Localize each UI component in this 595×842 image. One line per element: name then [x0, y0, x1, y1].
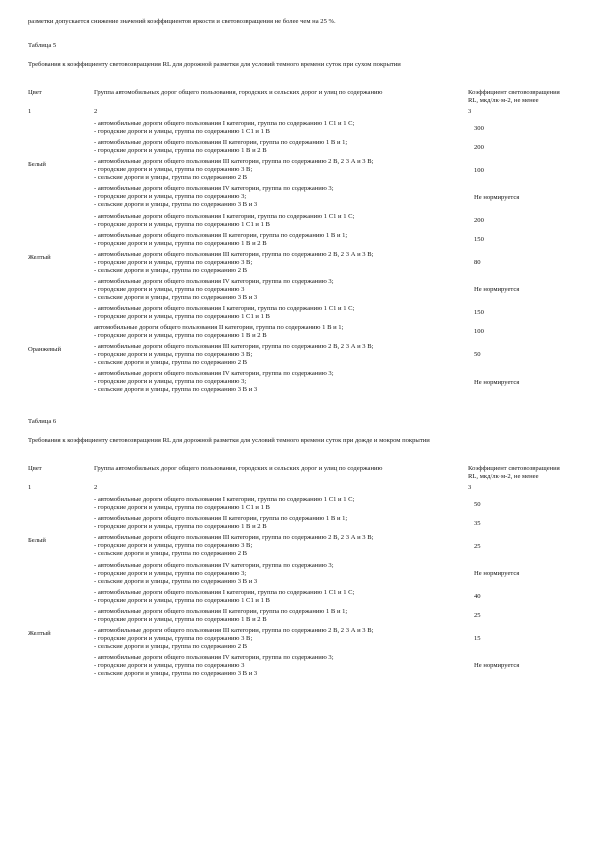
road-group-line: - автомобильные дороги общего пользования I категории, группа по содержанию 1 С1 и 1 С; — [94, 304, 355, 312]
road-group-line: - городские дороги и улицы, группа по содержанию 3; — [94, 378, 247, 386]
table-row — [28, 653, 568, 680]
coefficient-value: Не нормируется — [474, 286, 520, 294]
road-group-cell — [94, 495, 468, 514]
marking-color: Оранжевый — [28, 345, 61, 353]
coefficient-value: 200 — [474, 143, 484, 151]
column-number: 2 — [94, 108, 98, 116]
table-heading: Требования к коэффициенту световозвращения RL для дорожной разметки для условий темного времени суток при дожде и мокром покрытии — [28, 437, 430, 445]
table-row — [28, 561, 568, 588]
table-block — [28, 42, 568, 418]
column-number: 3 — [468, 484, 472, 492]
coefficient-value: 100 — [474, 328, 484, 336]
road-group-line: - городские дороги и улицы, группа по содержанию 3; — [94, 569, 247, 577]
coefficient-value: 40 — [474, 593, 481, 601]
retroreflection-table — [28, 89, 568, 396]
table-row — [28, 369, 568, 396]
road-group-cell — [94, 119, 468, 138]
road-group-line: - автомобильные дороги общего пользования I категории, группа по содержанию 1 С1 и 1 С; — [94, 120, 355, 128]
road-group-line: - городские дороги и улицы, группа по содержанию 1 В и 2 В — [94, 331, 267, 339]
table-row — [28, 119, 568, 138]
road-group-line: автомобильные дороги общего пользования II категории, группа по содержанию 1 В и 1; — [94, 323, 344, 331]
road-group-cell — [94, 561, 468, 588]
road-group-line: - автомобильные дороги общего пользования IV категории, группа по содержанию 3; — [94, 185, 334, 193]
road-group-line: - автомобильные дороги общего пользования IV категории, группа по содержанию 3; — [94, 561, 334, 569]
intro-text: разметки допускается снижение значений коэффициентов яркости и световозвращения не более чем на 25 %. — [28, 18, 336, 25]
road-group-cell — [94, 277, 468, 304]
road-group-line: - сельские дороги и улицы, группа по содержанию 3 В и 3 — [94, 669, 258, 677]
marking-color: Белый — [28, 161, 46, 169]
road-group-line: - городские дороги и улицы, группа по содержанию 1 С1 и 1 В — [94, 220, 270, 228]
road-group-line: - автомобильные дороги общего пользования III категории, группа по содержанию 2 В, 2 3 А и 3 В; — [94, 250, 374, 258]
road-group-cell — [94, 157, 468, 184]
road-group-line: - городские дороги и улицы, группа по содержанию 1 С1 и 1 В — [94, 312, 270, 320]
road-group-line: - автомобильные дороги общего пользования III категории, группа по содержанию 2 В, 2 3 А и 3 В; — [94, 158, 374, 166]
road-group-line: - сельские дороги и улицы, группа по содержанию 3 В и 3 — [94, 293, 258, 301]
table-row — [28, 212, 568, 231]
table-row — [28, 588, 568, 607]
coefficient-value: 15 — [474, 635, 481, 643]
road-group-line: - автомобильные дороги общего пользования I категории, группа по содержанию 1 С1 и 1 С; — [94, 588, 355, 596]
road-group-cell — [94, 304, 468, 323]
coefficient-value: 150 — [474, 309, 484, 317]
header-row — [28, 89, 568, 108]
column-header: Группа автомобильных дорог общего пользования, городских и сельских дорог и улиц по содержанию — [94, 465, 383, 473]
road-group-line: - городские дороги и улицы, группа по содержанию 1 С1 и 1 В — [94, 128, 270, 136]
column-header: Цвет — [28, 89, 42, 97]
road-group-line: - автомобильные дороги общего пользования III категории, группа по содержанию 2 В, 2 3 А и 3 В; — [94, 534, 374, 542]
coefficient-value: 50 — [474, 351, 481, 359]
table-row — [28, 231, 568, 250]
road-group-line: - городские дороги и улицы, группа по содержанию 1 С1 и 1 В — [94, 596, 270, 604]
column-header: Коэффициент световозвращения RL, мкд/лк·м-2, не менее — [468, 89, 560, 105]
road-group-line: - городские дороги и улицы, группа по содержанию 1 В и 2 В — [94, 615, 267, 623]
coefficient-value: 200 — [474, 217, 484, 225]
coefficient-value: 50 — [474, 500, 481, 508]
road-group-cell — [94, 588, 468, 607]
road-group-cell — [94, 369, 468, 396]
coefficient-value: Не нормируется — [474, 662, 520, 670]
column-number: 1 — [28, 484, 32, 492]
road-group-line: - автомобильные дороги общего пользования I категории, группа по содержанию 1 С1 и 1 С; — [94, 212, 355, 220]
road-group-line: - автомобильные дороги общего пользования II категории, группа по содержанию 1 В и 1; — [94, 607, 348, 615]
road-group-cell — [94, 607, 468, 626]
road-group-cell — [94, 184, 468, 211]
coefficient-value: 300 — [474, 124, 484, 132]
retroreflection-table — [28, 465, 568, 680]
column-number: 1 — [28, 108, 32, 116]
road-group-line: - городские дороги и улицы, группа по содержанию 3 В; — [94, 542, 253, 550]
table-row — [28, 157, 568, 184]
coefficient-value: Не нормируется — [474, 378, 520, 386]
road-group-line: - городские дороги и улицы, группа по содержанию 1 В и 2 В — [94, 147, 267, 155]
road-group-line: - сельские дороги и улицы, группа по содержанию 2 В — [94, 359, 248, 366]
road-group-line: - сельские дороги и улицы, группа по содержанию 3 В и 3 — [94, 577, 258, 585]
road-group-cell — [94, 342, 468, 369]
table-heading: Требования к коэффициенту световозвращения RL для дорожной разметки для условий темного времени суток при сухом покрытии — [28, 61, 401, 69]
road-group-cell — [94, 514, 468, 533]
road-group-line: - городские дороги и улицы, группа по содержанию 1 С1 и 1 В — [94, 504, 270, 512]
table-row — [28, 342, 568, 369]
table-row — [28, 304, 568, 323]
table-row — [28, 277, 568, 304]
road-group-line: - автомобильные дороги общего пользования II категории, группа по содержанию 1 В и 1; — [94, 515, 348, 523]
road-group-cell — [94, 231, 468, 250]
tables-container — [28, 42, 568, 680]
coefficient-value: 25 — [474, 542, 481, 550]
table-caption: Таблица 5 — [28, 42, 57, 50]
road-group-line: - городские дороги и улицы, группа по содержанию 3; — [94, 193, 247, 201]
road-group-line: - автомобильные дороги общего пользования II категории, группа по содержанию 1 В и 1; — [94, 139, 348, 147]
table-row — [28, 323, 568, 342]
table-row — [28, 495, 568, 514]
marking-color: Белый — [28, 537, 46, 545]
column-header: Цвет — [28, 465, 42, 473]
coefficient-value: 80 — [474, 259, 481, 267]
table-row — [28, 184, 568, 211]
marking-color: Желтый — [28, 253, 51, 261]
marking-color: Желтый — [28, 629, 51, 637]
road-group-line: - автомобильные дороги общего пользования IV категории, группа по содержанию 3; — [94, 653, 334, 661]
road-group-line: - сельские дороги и улицы, группа по содержанию 2 В — [94, 266, 248, 274]
coefficient-value: Не нормируется — [474, 570, 520, 578]
road-group-line: - городские дороги и улицы, группа по содержанию 1 В и 2 В — [94, 239, 267, 247]
table-caption: Таблица 6 — [28, 418, 57, 426]
road-group-line: - автомобильные дороги общего пользования II категории, группа по содержанию 1 В и 1; — [94, 231, 348, 239]
road-group-line: - сельские дороги и улицы, группа по содержанию 2 В — [94, 642, 248, 650]
table-row — [28, 138, 568, 157]
coefficient-value: 150 — [474, 236, 484, 244]
road-group-cell — [94, 653, 468, 680]
table-row — [28, 514, 568, 533]
road-group-cell — [94, 138, 468, 157]
road-group-line: - городские дороги и улицы, группа по содержанию 3 В; — [94, 350, 253, 358]
road-group-line: - сельские дороги и улицы, группа по содержанию 3 В и 3 — [94, 201, 258, 209]
road-group-line: - автомобильные дороги общего пользования III категории, группа по содержанию 2 В, 2 3 А и 3 В; — [94, 626, 374, 634]
road-group-cell — [94, 250, 468, 277]
road-group-cell — [94, 323, 468, 342]
coefficient-value: 25 — [474, 612, 481, 620]
table-block — [28, 418, 568, 680]
road-group-line: - сельские дороги и улицы, группа по содержанию 2 В — [94, 174, 248, 182]
header-row — [28, 465, 568, 484]
column-header: Коэффициент световозвращения RL, мкд/лк·м-2, не менее — [468, 465, 560, 481]
road-group-cell — [94, 533, 468, 560]
column-number-row — [28, 484, 568, 495]
road-group-cell — [94, 212, 468, 231]
road-group-line: - городские дороги и улицы, группа по содержанию 3 — [94, 285, 245, 293]
road-group-line: - автомобильные дороги общего пользования III категории, группа по содержанию 2 В, 2 3 А и 3 В; — [94, 342, 374, 350]
table-row — [28, 607, 568, 626]
column-number: 2 — [94, 484, 98, 492]
road-group-line: - городские дороги и улицы, группа по содержанию 3 — [94, 661, 245, 669]
road-group-line: - городские дороги и улицы, группа по содержанию 3 В; — [94, 166, 253, 174]
road-group-line: - автомобильные дороги общего пользования IV категории, группа по содержанию 3; — [94, 370, 334, 378]
document-page — [28, 18, 568, 680]
road-group-line: - городские дороги и улицы, группа по содержанию 3 В; — [94, 258, 253, 266]
table-row — [28, 626, 568, 653]
road-group-line: - сельские дороги и улицы, группа по содержанию 2 В — [94, 550, 248, 558]
column-number-row — [28, 108, 568, 119]
column-header: Группа автомобильных дорог общего пользования, городских и сельских дорог и улиц по содержанию — [94, 89, 383, 97]
table-row — [28, 533, 568, 560]
road-group-line: - автомобильные дороги общего пользования I категории, группа по содержанию 1 С1 и 1 С; — [94, 496, 355, 504]
coefficient-value: 35 — [474, 519, 481, 527]
road-group-line: - городские дороги и улицы, группа по содержанию 3 В; — [94, 634, 253, 642]
table-row — [28, 250, 568, 277]
column-number: 3 — [468, 108, 472, 116]
road-group-line: - городские дороги и улицы, группа по содержанию 1 В и 2 В — [94, 523, 267, 531]
table-spacer — [28, 396, 568, 418]
coefficient-value: 100 — [474, 166, 484, 174]
road-group-cell — [94, 626, 468, 653]
road-group-line: - автомобильные дороги общего пользования IV категории, группа по содержанию 3; — [94, 277, 334, 285]
coefficient-value: Не нормируется — [474, 193, 520, 201]
road-group-line: - сельские дороги и улицы, группа по содержанию 3 В и 3 — [94, 386, 258, 394]
